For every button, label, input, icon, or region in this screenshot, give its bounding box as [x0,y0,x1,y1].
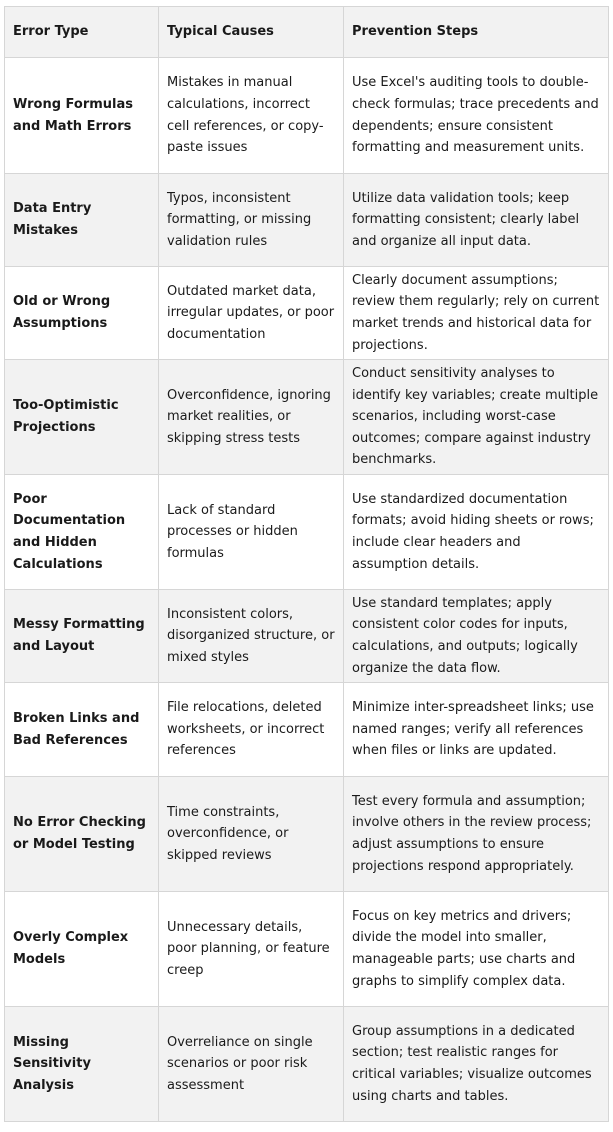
header-error-type: Error Type [5,7,159,58]
causes-cell: Overreliance on single scenarios or poor risk assessment [159,1007,344,1122]
table-row [5,174,609,267]
causes-cell: File relocations, deleted worksheets, or incorrect references [159,683,344,777]
error-table [4,6,609,1122]
causes-cell: Mistakes in manual calculations, incorrect cell references, or copy-paste issues [159,58,344,174]
error-type-cell: Overly Complex Models [5,892,159,1007]
table-row [5,777,609,892]
header-typical-causes: Typical Causes [159,7,344,58]
prevention-cell: Test every formula and assumption; involve others in the review process; adjust assumptions to ensure projections respond appropriately. [344,777,609,892]
header-prevention-steps: Prevention Steps [344,7,609,58]
causes-cell: Overconfidence, ignoring market realities, or skipping stress tests [159,360,344,475]
prevention-cell: Clearly document assumptions; review them regularly; rely on current market trends and historical data for projections. [344,267,609,360]
error-type-cell: Missing Sensitivity Analysis [5,1007,159,1122]
table-row [5,683,609,777]
prevention-cell: Use standardized documentation formats; avoid hiding sheets or rows; include clear headers and assumption details. [344,475,609,590]
table-header-row [5,7,609,58]
table-row [5,58,609,174]
error-type-cell: Messy Formatting and Layout [5,590,159,683]
error-type-cell: Too-Optimistic Projections [5,360,159,475]
error-type-cell: No Error Checking or Model Testing [5,777,159,892]
causes-cell: Lack of standard processes or hidden formulas [159,475,344,590]
prevention-cell: Group assumptions in a dedicated section; test realistic ranges for critical variables; visualize outcomes using charts and tables. [344,1007,609,1122]
table-row [5,892,609,1007]
error-type-cell: Poor Documentation and Hidden Calculations [5,475,159,590]
prevention-cell: Use Excel's auditing tools to double-check formulas; trace precedents and dependents; ensure consistent formatting and measurement units. [344,58,609,174]
error-type-cell: Data Entry Mistakes [5,174,159,267]
causes-cell: Typos, inconsistent formatting, or missing validation rules [159,174,344,267]
causes-cell: Outdated market data, irregular updates, or poor documentation [159,267,344,360]
causes-cell: Time constraints, overconfidence, or skipped reviews [159,777,344,892]
table-row [5,360,609,475]
prevention-cell: Utilize data validation tools; keep formatting consistent; clearly label and organize all input data. [344,174,609,267]
prevention-cell: Focus on key metrics and drivers; divide the model into smaller, manageable parts; use charts and graphs to simplify complex data. [344,892,609,1007]
error-type-cell: Broken Links and Bad References [5,683,159,777]
error-type-cell: Old or Wrong Assumptions [5,267,159,360]
table-row [5,475,609,590]
table-row [5,267,609,360]
prevention-cell: Conduct sensitivity analyses to identify key variables; create multiple scenarios, including worst-case outcomes; compare against industry benchmarks. [344,360,609,475]
table-row [5,590,609,683]
causes-cell: Inconsistent colors, disorganized structure, or mixed styles [159,590,344,683]
causes-cell: Unnecessary details, poor planning, or feature creep [159,892,344,1007]
prevention-cell: Minimize inter-spreadsheet links; use named ranges; verify all references when files or links are updated. [344,683,609,777]
prevention-cell: Use standard templates; apply consistent color codes for inputs, calculations, and outputs; logically organize the data flow. [344,590,609,683]
table-row [5,1007,609,1122]
error-type-cell: Wrong Formulas and Math Errors [5,58,159,174]
